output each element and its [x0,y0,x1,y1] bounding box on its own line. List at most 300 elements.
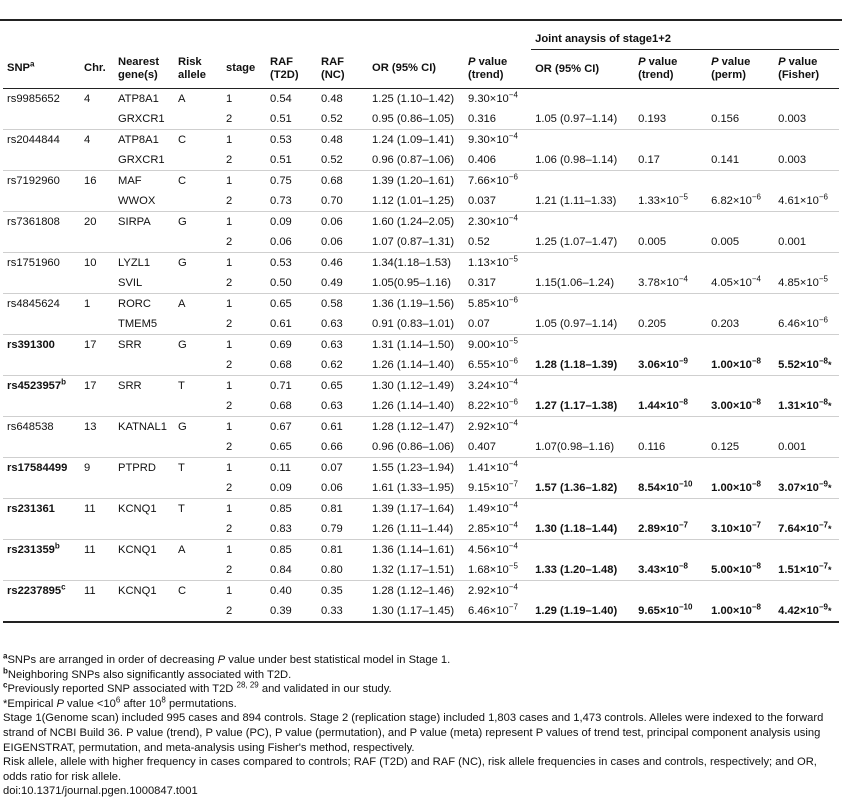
p-trend-cell: $9.30\times 10^{-4}$ [464,130,531,151]
gene-cell: LYZL1 [114,253,174,274]
raf-t2d-cell: 0.51 [266,109,317,130]
p-trend-cell: $7.66\times 10^{-6}$ [464,171,531,192]
header-gene: Nearest gene(s) [114,50,174,89]
joint-p-fisher-cell: $1.31\times 10^{-8}*$ [774,396,839,417]
snp-id [3,355,80,376]
joint-p-perm-cell [707,171,774,192]
table-row [3,437,839,458]
snp-id [3,314,80,335]
gene-cell [114,478,174,499]
table-row [3,191,839,212]
raf-t2d-cell: 0.39 [266,601,317,622]
joint-p-fisher-cell [774,294,839,315]
joint-or-cell: 1.06 (0.98–1.14) [531,150,634,171]
gene-cell [114,355,174,376]
raf-nc-cell: 0.52 [317,150,368,171]
p-trend-cell: $6.55\times 10^{-6}$ [464,355,531,376]
table-row [3,499,839,520]
header-joint-p-fisher: P value (Fisher) [774,50,839,89]
p-trend-cell: $9.00\times 10^{-5}$ [464,335,531,356]
or-cell: 1.30 (1.17–1.45) [368,601,464,622]
gene-cell: KCNQ1 [114,499,174,520]
stage-cell: 1 [222,458,266,479]
joint-or-cell [531,458,634,479]
chr-cell: 11 [80,581,114,602]
p-trend-cell: $1.41\times 10^{-4}$ [464,458,531,479]
raf-t2d-cell: 0.06 [266,232,317,253]
gene-cell [114,437,174,458]
table-row [3,314,839,335]
raf-nc-cell: 0.07 [317,458,368,479]
gene-cell: WWOX [114,191,174,212]
p-trend-cell: 0.317 [464,273,531,294]
raf-t2d-cell: 0.68 [266,396,317,417]
chr-cell [80,478,114,499]
raf-t2d-cell: 0.69 [266,335,317,356]
joint-or-cell: 1.05 (0.97–1.14) [531,109,634,130]
gene-cell [114,560,174,581]
snp-id: rs231361 [3,499,80,520]
chr-cell: 16 [80,171,114,192]
joint-p-trend-cell [634,171,707,192]
joint-p-fisher-cell [774,458,839,479]
joint-or-cell [531,294,634,315]
raf-nc-cell: 0.80 [317,560,368,581]
risk-allele-cell [174,109,222,130]
joint-p-trend-cell: $3.43\times 10^{-8}$ [634,560,707,581]
header-joint-p-trend: P value (trend) [634,50,707,89]
table-footnotes [3,653,839,799]
raf-nc-cell: 0.52 [317,109,368,130]
joint-p-trend-cell [634,417,707,438]
risk-allele-cell [174,232,222,253]
snp-id [3,437,80,458]
p-trend-cell: $1.13\times 10^{-5}$ [464,253,531,274]
gene-cell: KATNAL1 [114,417,174,438]
p-trend-cell: $8.22\times 10^{-6}$ [464,396,531,417]
footnote-empirical: *Empirical P value $<10^6$ after $10^8$ permutations. [3,695,237,710]
joint-p-trend-cell: 0.17 [634,150,707,171]
joint-p-perm-cell [707,417,774,438]
joint-p-fisher-cell [774,417,839,438]
joint-p-perm-cell: $1.00\times 10^{-8}$ [707,478,774,499]
gene-cell: KCNQ1 [114,540,174,561]
joint-p-trend-cell [634,499,707,520]
header-p-trend: P value (trend) [464,50,531,89]
p-trend-cell: $2.85\times 10^{-4}$ [464,519,531,540]
header-raf-t2d: RAF (T2D) [266,50,317,89]
raf-nc-cell: 0.63 [317,396,368,417]
joint-p-trend-cell [634,294,707,315]
joint-p-perm-cell [707,212,774,233]
table-row [3,355,839,376]
joint-p-trend-cell: $3.78\times 10^{-4}$ [634,273,707,294]
header-or: OR (95% CI) [368,50,464,89]
stage-cell: 1 [222,253,266,274]
joint-p-perm-cell: 0.005 [707,232,774,253]
raf-t2d-cell: 0.50 [266,273,317,294]
joint-p-fisher-cell: $4.61\times 10^{-6}$ [774,191,839,212]
snp-id: rs2237895$^c$ [3,581,80,602]
or-cell: 1.32 (1.17–1.51) [368,560,464,581]
stage-cell: 2 [222,560,266,581]
snp-id: rs231359$^b$ [3,540,80,561]
risk-allele-cell: T [174,376,222,397]
or-cell: 1.61 (1.33–1.95) [368,478,464,499]
snp-id [3,150,80,171]
snp-id [3,396,80,417]
risk-allele-cell: G [174,212,222,233]
joint-p-perm-cell: 0.156 [707,109,774,130]
chr-cell: 4 [80,89,114,110]
raf-t2d-cell: 0.09 [266,478,317,499]
raf-nc-cell: 0.81 [317,540,368,561]
joint-or-cell [531,417,634,438]
joint-or-cell [531,335,634,356]
or-cell: 1.36 (1.19–1.56) [368,294,464,315]
or-cell: 1.36 (1.14–1.61) [368,540,464,561]
raf-nc-cell: 0.35 [317,581,368,602]
raf-t2d-cell: 0.68 [266,355,317,376]
raf-t2d-cell: 0.85 [266,499,317,520]
joint-or-cell [531,540,634,561]
joint-p-trend-cell: 0.193 [634,109,707,130]
joint-or-cell: 1.07(0.98–1.16) [531,437,634,458]
joint-p-trend-cell: $9.65\times 10^{-10}$ [634,601,707,622]
joint-p-trend-cell: 0.116 [634,437,707,458]
joint-or-cell [531,499,634,520]
table-row [3,171,839,192]
joint-or-cell: 1.25 (1.07–1.47) [531,232,634,253]
gene-cell: SVIL [114,273,174,294]
joint-or-cell: 1.21 (1.11–1.33) [531,191,634,212]
raf-nc-cell: 0.70 [317,191,368,212]
joint-p-fisher-cell: 0.003 [774,150,839,171]
table-row [3,335,839,356]
results-table [3,29,839,623]
table-row [3,273,839,294]
risk-allele-cell: C [174,581,222,602]
risk-allele-cell [174,601,222,622]
gene-cell: ATP8A1 [114,89,174,110]
gene-cell: ATP8A1 [114,130,174,151]
raf-nc-cell: 0.06 [317,478,368,499]
p-trend-cell: 0.037 [464,191,531,212]
gene-cell: TMEM5 [114,314,174,335]
gene-cell: SRR [114,376,174,397]
stage-cell: 1 [222,417,266,438]
joint-p-perm-cell [707,458,774,479]
or-cell: 1.26 (1.14–1.40) [368,355,464,376]
stage-cell: 1 [222,335,266,356]
gene-cell: RORC [114,294,174,315]
footnote-stages: Stage 1(Genome scan) included 995 cases and 894 controls. Stage 2 (replication stage) included 1,803 cases and 1,473 controls. Alleles were indexed to the forward strand of NCBI Build 36. P value (trend), P value (PC), P value (permutation), and P value (meta) represent P values of trend test, principal component analysis using EIGENSTRAT, permutation, and meta-analysis using Fisher's method, respectively. [3,712,824,754]
joint-or-cell: 1.05 (0.97–1.14) [531,314,634,335]
gene-cell: SRR [114,335,174,356]
joint-p-perm-cell: $3.10\times 10^{-7}$ [707,519,774,540]
raf-t2d-cell: 0.84 [266,560,317,581]
raf-t2d-cell: 0.83 [266,519,317,540]
raf-t2d-cell: 0.73 [266,191,317,212]
snp-id: rs391300 [3,335,80,356]
chr-cell [80,355,114,376]
or-cell: 0.96 (0.87–1.06) [368,150,464,171]
raf-t2d-cell: 0.71 [266,376,317,397]
risk-allele-cell: A [174,294,222,315]
p-trend-cell: $3.24\times 10^{-4}$ [464,376,531,397]
table-row [3,581,839,602]
p-trend-cell: $1.68\times 10^{-5}$ [464,560,531,581]
joint-or-cell: 1.28 (1.18–1.39) [531,355,634,376]
gene-cell [114,519,174,540]
gene-cell: GRXCR1 [114,109,174,130]
or-cell: 1.30 (1.12–1.49) [368,376,464,397]
footnote-doi: doi:10.1371/journal.pgen.1000847.t001 [3,785,198,798]
p-trend-cell: 0.316 [464,109,531,130]
joint-p-fisher-cell: 0.001 [774,437,839,458]
raf-nc-cell: 0.63 [317,314,368,335]
joint-p-trend-cell: $1.44\times 10^{-8}$ [634,396,707,417]
risk-allele-cell [174,355,222,376]
joint-p-trend-cell [634,130,707,151]
risk-allele-cell: G [174,335,222,356]
joint-analysis-header: Joint anaysis of stage1+2 [531,29,839,50]
risk-allele-cell: C [174,171,222,192]
stage-cell: 1 [222,171,266,192]
snp-id [3,601,80,622]
joint-p-perm-cell: 0.203 [707,314,774,335]
risk-allele-cell: C [174,130,222,151]
snp-id: rs4523957$^b$ [3,376,80,397]
joint-p-trend-cell [634,376,707,397]
p-trend-cell: $6.46\times 10^{-7}$ [464,601,531,622]
joint-p-trend-cell: $1.33\times 10^{-5}$ [634,191,707,212]
p-trend-cell: 0.52 [464,232,531,253]
joint-p-trend-cell [634,540,707,561]
snp-id: rs1751960 [3,253,80,274]
column-header-row [3,50,839,89]
chr-cell [80,601,114,622]
table-row [3,417,839,438]
table-row [3,601,839,622]
table-body [3,89,839,623]
raf-t2d-cell: 0.85 [266,540,317,561]
top-rule [0,0,842,21]
p-trend-cell: 0.407 [464,437,531,458]
chr-cell: 10 [80,253,114,274]
stage-cell: 2 [222,232,266,253]
joint-p-trend-cell [634,253,707,274]
joint-or-cell: 1.27 (1.17–1.38) [531,396,634,417]
table-row [3,130,839,151]
or-cell: 1.05(0.95–1.16) [368,273,464,294]
joint-p-fisher-cell: $5.52\times 10^{-8}*$ [774,355,839,376]
or-cell: 0.95 (0.86–1.05) [368,109,464,130]
footnote-risk-allele: Risk allele, allele with higher frequency in cases compared to controls; RAF (T2D) and RAF (NC), risk allele frequencies in cases and controls, respectively; and OR, odds ratio for risk allele. [3,756,817,783]
raf-nc-cell: 0.33 [317,601,368,622]
stage-cell: 2 [222,437,266,458]
joint-p-trend-cell [634,212,707,233]
raf-nc-cell: 0.06 [317,232,368,253]
table-row [3,540,839,561]
or-cell: 1.31 (1.14–1.50) [368,335,464,356]
chr-cell: 4 [80,130,114,151]
stage-cell: 2 [222,314,266,335]
raf-t2d-cell: 0.40 [266,581,317,602]
joint-p-fisher-cell: 0.001 [774,232,839,253]
or-cell: 1.24 (1.09–1.41) [368,130,464,151]
risk-allele-cell [174,314,222,335]
or-cell: 0.91 (0.83–1.01) [368,314,464,335]
snp-id: rs7361808 [3,212,80,233]
raf-t2d-cell: 0.53 [266,130,317,151]
chr-cell [80,519,114,540]
snp-id: rs9985652 [3,89,80,110]
joint-p-fisher-cell [774,581,839,602]
header-snp: SNP$^a$ [3,50,80,89]
joint-p-fisher-cell: $3.07\times 10^{-9}*$ [774,478,839,499]
raf-nc-cell: 0.48 [317,89,368,110]
raf-t2d-cell: 0.65 [266,294,317,315]
raf-t2d-cell: 0.61 [266,314,317,335]
chr-cell [80,232,114,253]
joint-p-perm-cell [707,294,774,315]
chr-cell [80,560,114,581]
stage-cell: 2 [222,109,266,130]
joint-p-fisher-cell: $4.42\times 10^{-9}*$ [774,601,839,622]
joint-p-fisher-cell [774,130,839,151]
joint-p-fisher-cell: 0.003 [774,109,839,130]
footnote-b: $^b$Neighboring SNPs also significantly associated with T2D. [3,665,292,681]
joint-p-fisher-cell: $7.64\times 10^{-7}*$ [774,519,839,540]
stage-cell: 1 [222,581,266,602]
p-trend-cell: 0.406 [464,150,531,171]
raf-t2d-cell: 0.11 [266,458,317,479]
raf-t2d-cell: 0.54 [266,89,317,110]
table-row [3,253,839,274]
header-stage: stage [222,50,266,89]
raf-t2d-cell: 0.75 [266,171,317,192]
joint-p-perm-cell: $4.05\times 10^{-4}$ [707,273,774,294]
joint-p-perm-cell: $5.00\times 10^{-8}$ [707,560,774,581]
raf-nc-cell: 0.49 [317,273,368,294]
joint-p-fisher-cell: $1.51\times 10^{-7}*$ [774,560,839,581]
chr-cell [80,437,114,458]
joint-p-perm-cell [707,89,774,110]
risk-allele-cell [174,437,222,458]
stage-cell: 2 [222,191,266,212]
snp-id [3,519,80,540]
footnote-c: $^c$Previously reported SNP associated with T2D $^{28, 29}$ and validated in our study. [3,680,392,696]
chr-cell [80,314,114,335]
raf-nc-cell: 0.79 [317,519,368,540]
gene-cell: GRXCR1 [114,150,174,171]
stage-cell: 2 [222,396,266,417]
joint-p-fisher-cell: $4.85\times 10^{-5}$ [774,273,839,294]
joint-p-trend-cell [634,89,707,110]
snp-id [3,273,80,294]
raf-nc-cell: 0.46 [317,253,368,274]
risk-allele-cell: T [174,458,222,479]
or-cell: 1.12 (1.01–1.25) [368,191,464,212]
or-cell: 1.55 (1.23–1.94) [368,458,464,479]
joint-p-fisher-cell [774,89,839,110]
table-row [3,396,839,417]
joint-p-trend-cell: 0.005 [634,232,707,253]
p-trend-cell: $4.56\times 10^{-4}$ [464,540,531,561]
joint-or-cell: 1.30 (1.18–1.44) [531,519,634,540]
risk-allele-cell [174,519,222,540]
stage-cell: 2 [222,601,266,622]
joint-or-cell [531,171,634,192]
or-cell: 1.26 (1.14–1.40) [368,396,464,417]
joint-or-cell [531,581,634,602]
table-row [3,376,839,397]
joint-p-trend-cell: $8.54\times 10^{-10}$ [634,478,707,499]
joint-p-perm-cell: 0.125 [707,437,774,458]
risk-allele-cell: G [174,253,222,274]
or-cell: 1.25 (1.10–1.42) [368,89,464,110]
footnote-a: $^a$SNPs are arranged in order of decreasing P value under best statistical model in Stage 1. [3,651,451,666]
p-trend-cell: $9.15\times 10^{-7}$ [464,478,531,499]
snp-id [3,232,80,253]
joint-or-cell [531,130,634,151]
chr-cell: 9 [80,458,114,479]
snp-id [3,109,80,130]
risk-allele-cell [174,191,222,212]
joint-or-cell [531,89,634,110]
stage-cell: 2 [222,150,266,171]
header-chr: Chr. [80,50,114,89]
joint-or-cell [531,253,634,274]
table-row [3,212,839,233]
or-cell: 1.39 (1.20–1.61) [368,171,464,192]
snp-id: rs17584499 [3,458,80,479]
joint-p-perm-cell [707,499,774,520]
joint-p-fisher-cell: $6.46\times 10^{-6}$ [774,314,839,335]
joint-p-trend-cell [634,458,707,479]
or-cell: 1.07 (0.87–1.31) [368,232,464,253]
risk-allele-cell: A [174,540,222,561]
chr-cell: 1 [80,294,114,315]
risk-allele-cell [174,478,222,499]
joint-p-fisher-cell [774,212,839,233]
group-header-row [3,29,839,50]
gene-cell: PTPRD [114,458,174,479]
chr-cell [80,150,114,171]
raf-nc-cell: 0.58 [317,294,368,315]
gene-cell: SIRPA [114,212,174,233]
joint-p-perm-cell: $1.00\times 10^{-8}$ [707,601,774,622]
joint-p-fisher-cell [774,540,839,561]
stage-cell: 1 [222,540,266,561]
raf-t2d-cell: 0.53 [266,253,317,274]
stage-cell: 1 [222,212,266,233]
table-row [3,109,839,130]
raf-nc-cell: 0.62 [317,355,368,376]
raf-nc-cell: 0.68 [317,171,368,192]
risk-allele-cell: A [174,89,222,110]
chr-cell [80,109,114,130]
raf-t2d-cell: 0.67 [266,417,317,438]
raf-t2d-cell: 0.09 [266,212,317,233]
joint-or-cell [531,376,634,397]
gene-cell: MAF [114,171,174,192]
or-cell: 1.28 (1.12–1.46) [368,581,464,602]
table-row [3,519,839,540]
snp-id: rs4845624 [3,294,80,315]
chr-cell [80,191,114,212]
